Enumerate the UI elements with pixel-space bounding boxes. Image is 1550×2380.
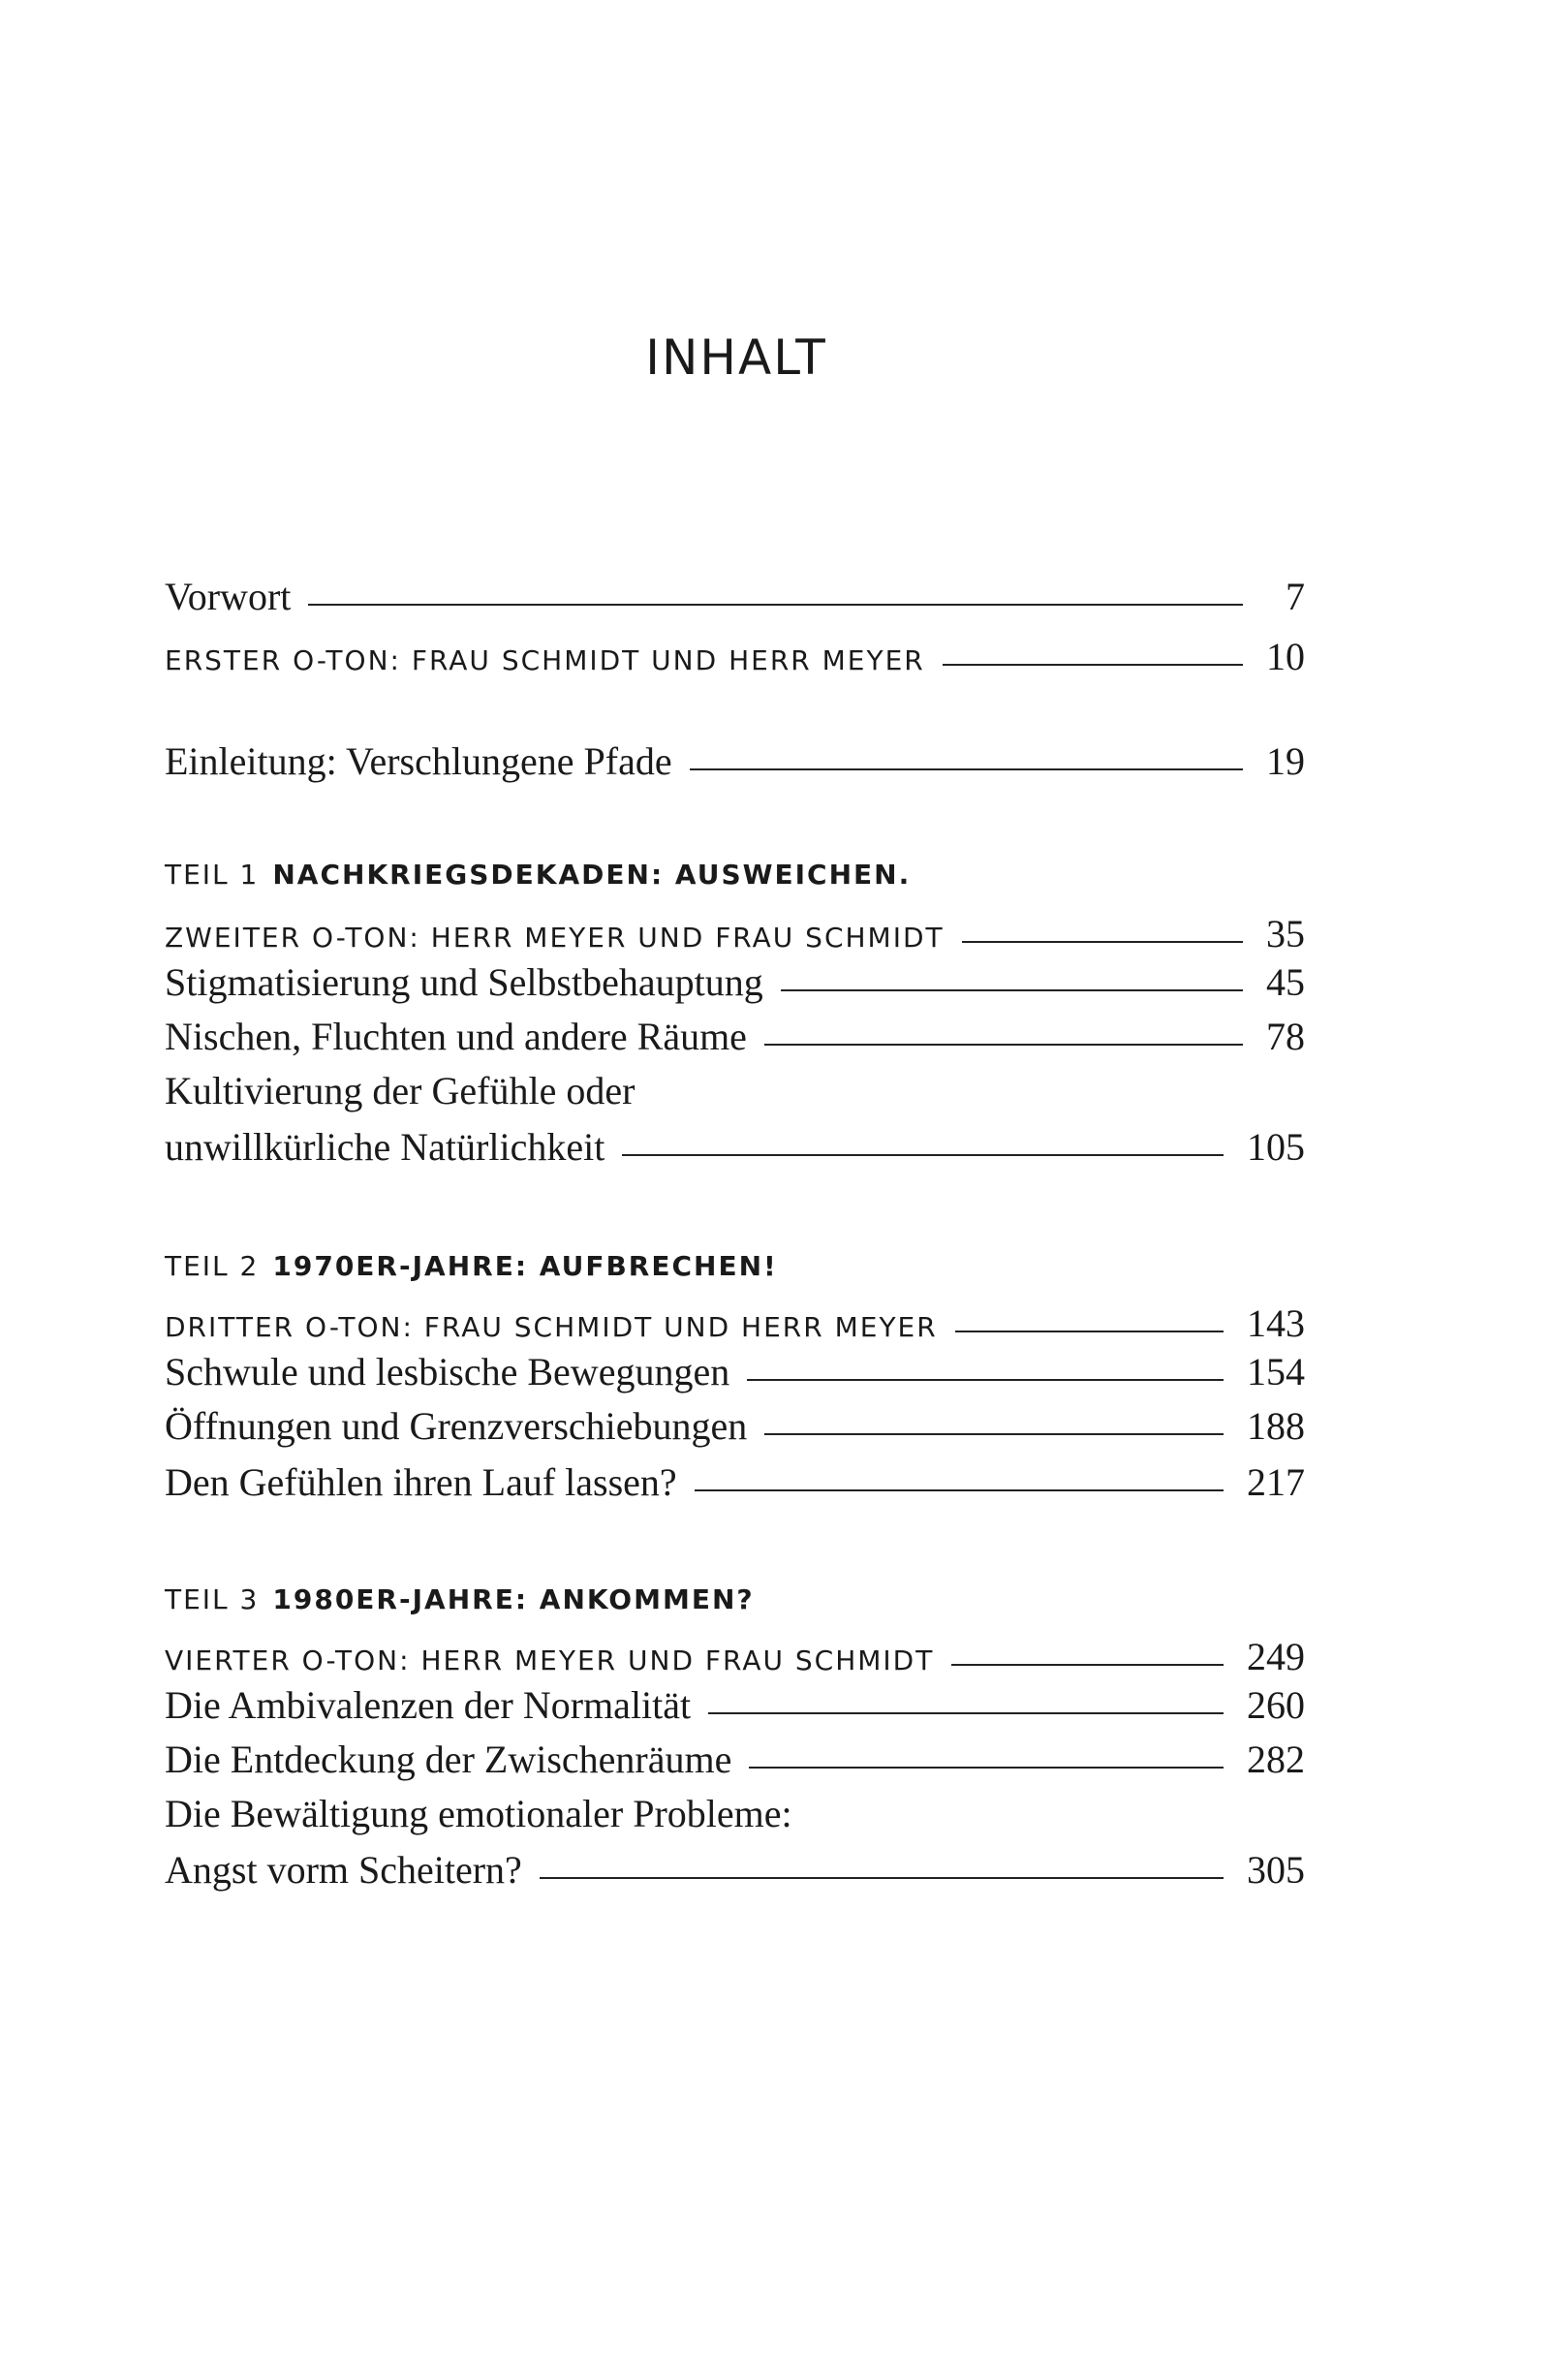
- toc-entry-label: Öffnungen und Grenzverschiebungen: [165, 1404, 748, 1448]
- toc-entry: [165, 911, 1305, 956]
- part-title: 1980ER-JAHRE: ANKOMMEN?: [272, 1583, 755, 1615]
- leader-line: [781, 989, 1243, 991]
- toc-page-number: 35: [1266, 912, 1305, 955]
- toc-entry-label: Vorwort: [165, 575, 292, 618]
- toc-page-number: 260: [1247, 1683, 1305, 1727]
- toc-page-number: 188: [1247, 1404, 1305, 1448]
- leader-line: [962, 941, 1243, 943]
- part-number: TEIL 2: [165, 1250, 260, 1282]
- leader-line: [540, 1877, 1224, 1879]
- toc-entry: [165, 1847, 1305, 1893]
- toc-entry: [165, 1459, 1305, 1505]
- toc-entry: [165, 1737, 1305, 1782]
- toc-page-number: 305: [1247, 1848, 1305, 1892]
- toc-entry-label-line1: Kultivierung der Gefühle oder: [165, 1069, 636, 1112]
- toc-page-number: 7: [1286, 575, 1305, 618]
- toc-page-number: 78: [1266, 1015, 1305, 1058]
- toc-entry-label: unwillkürliche Natürlichkeit: [165, 1125, 605, 1169]
- leader-line: [708, 1712, 1224, 1714]
- toc-entry: [165, 1349, 1305, 1394]
- toc-entry-label: Den Gefühlen ihren Lauf lassen?: [165, 1460, 677, 1504]
- toc-entry: [165, 1014, 1305, 1059]
- leader-line: [695, 1489, 1224, 1491]
- leader-line: [749, 1767, 1224, 1769]
- toc-entry-label: DRITTER O-TON: FRAU SCHMIDT UND HERR MEYER: [165, 1311, 938, 1343]
- toc-entry-erster-o-ton: [165, 634, 1305, 679]
- toc-entry: [165, 1682, 1305, 1728]
- part-number: TEIL 3: [165, 1583, 260, 1615]
- toc-page-number: 143: [1247, 1301, 1305, 1345]
- toc-entry: [165, 959, 1305, 1005]
- toc-entry-label: Die Ambivalenzen der Normalität: [165, 1683, 692, 1727]
- toc-entry-label-line1: Die Bewältigung emotionaler Probleme:: [165, 1792, 792, 1835]
- leader-line: [955, 1331, 1224, 1332]
- toc-entry: [165, 1403, 1305, 1449]
- part-number: TEIL 1: [165, 859, 260, 891]
- toc-entry-label: Die Entdeckung der Zwischenräume: [165, 1738, 732, 1781]
- part-heading-3: [165, 1583, 755, 1615]
- toc-page-number: 249: [1247, 1635, 1305, 1678]
- toc-page-number: 105: [1247, 1125, 1305, 1169]
- leader-line: [764, 1044, 1243, 1046]
- toc-entry-label: VIERTER O-TON: HERR MEYER UND FRAU SCHMIDT: [165, 1644, 935, 1676]
- toc-entry-label: Schwule und lesbische Bewegungen: [165, 1350, 730, 1394]
- toc-page-number: 217: [1247, 1460, 1305, 1504]
- part-title: 1970ER-JAHRE: AUFBRECHEN!: [272, 1250, 778, 1282]
- toc-entry-einleitung: [165, 738, 1305, 784]
- leader-line: [690, 768, 1243, 770]
- part-heading-1: [165, 859, 911, 891]
- leader-line: [764, 1433, 1224, 1435]
- toc-entry-label: Stigmatisierung und Selbstbehauptung: [165, 960, 763, 1004]
- leader-line: [622, 1154, 1224, 1156]
- toc-page-number: 154: [1247, 1350, 1305, 1394]
- leader-line: [951, 1664, 1224, 1666]
- toc-entry: [165, 1634, 1305, 1679]
- toc-page-number: 282: [1247, 1738, 1305, 1781]
- toc-entry-label: ZWEITER O-TON: HERR MEYER UND FRAU SCHMIDT: [165, 922, 945, 954]
- part-heading-2: [165, 1250, 778, 1282]
- toc-page-number: 19: [1266, 739, 1305, 783]
- toc-page-number: 45: [1266, 960, 1305, 1004]
- leader-line: [943, 664, 1243, 666]
- toc-entry-label: Angst vorm Scheitern?: [165, 1848, 522, 1892]
- part-title: NACHKRIEGSDEKADEN: AUSWEICHEN.: [272, 859, 912, 891]
- leader-line: [308, 604, 1243, 606]
- toc-entry-label: Nischen, Fluchten und andere Räume: [165, 1015, 747, 1058]
- toc-entry-label: Einleitung: Verschlungene Pfade: [165, 739, 672, 783]
- toc-entry: [165, 1124, 1305, 1170]
- leader-line: [747, 1379, 1224, 1381]
- page-title: INHALT: [645, 329, 827, 386]
- toc-entry-vorwort: [165, 574, 1305, 619]
- toc-entry: [165, 1300, 1305, 1346]
- toc-entry-label: ERSTER O-TON: FRAU SCHMIDT UND HERR MEYER: [165, 644, 925, 676]
- toc-page-number: 10: [1266, 635, 1305, 678]
